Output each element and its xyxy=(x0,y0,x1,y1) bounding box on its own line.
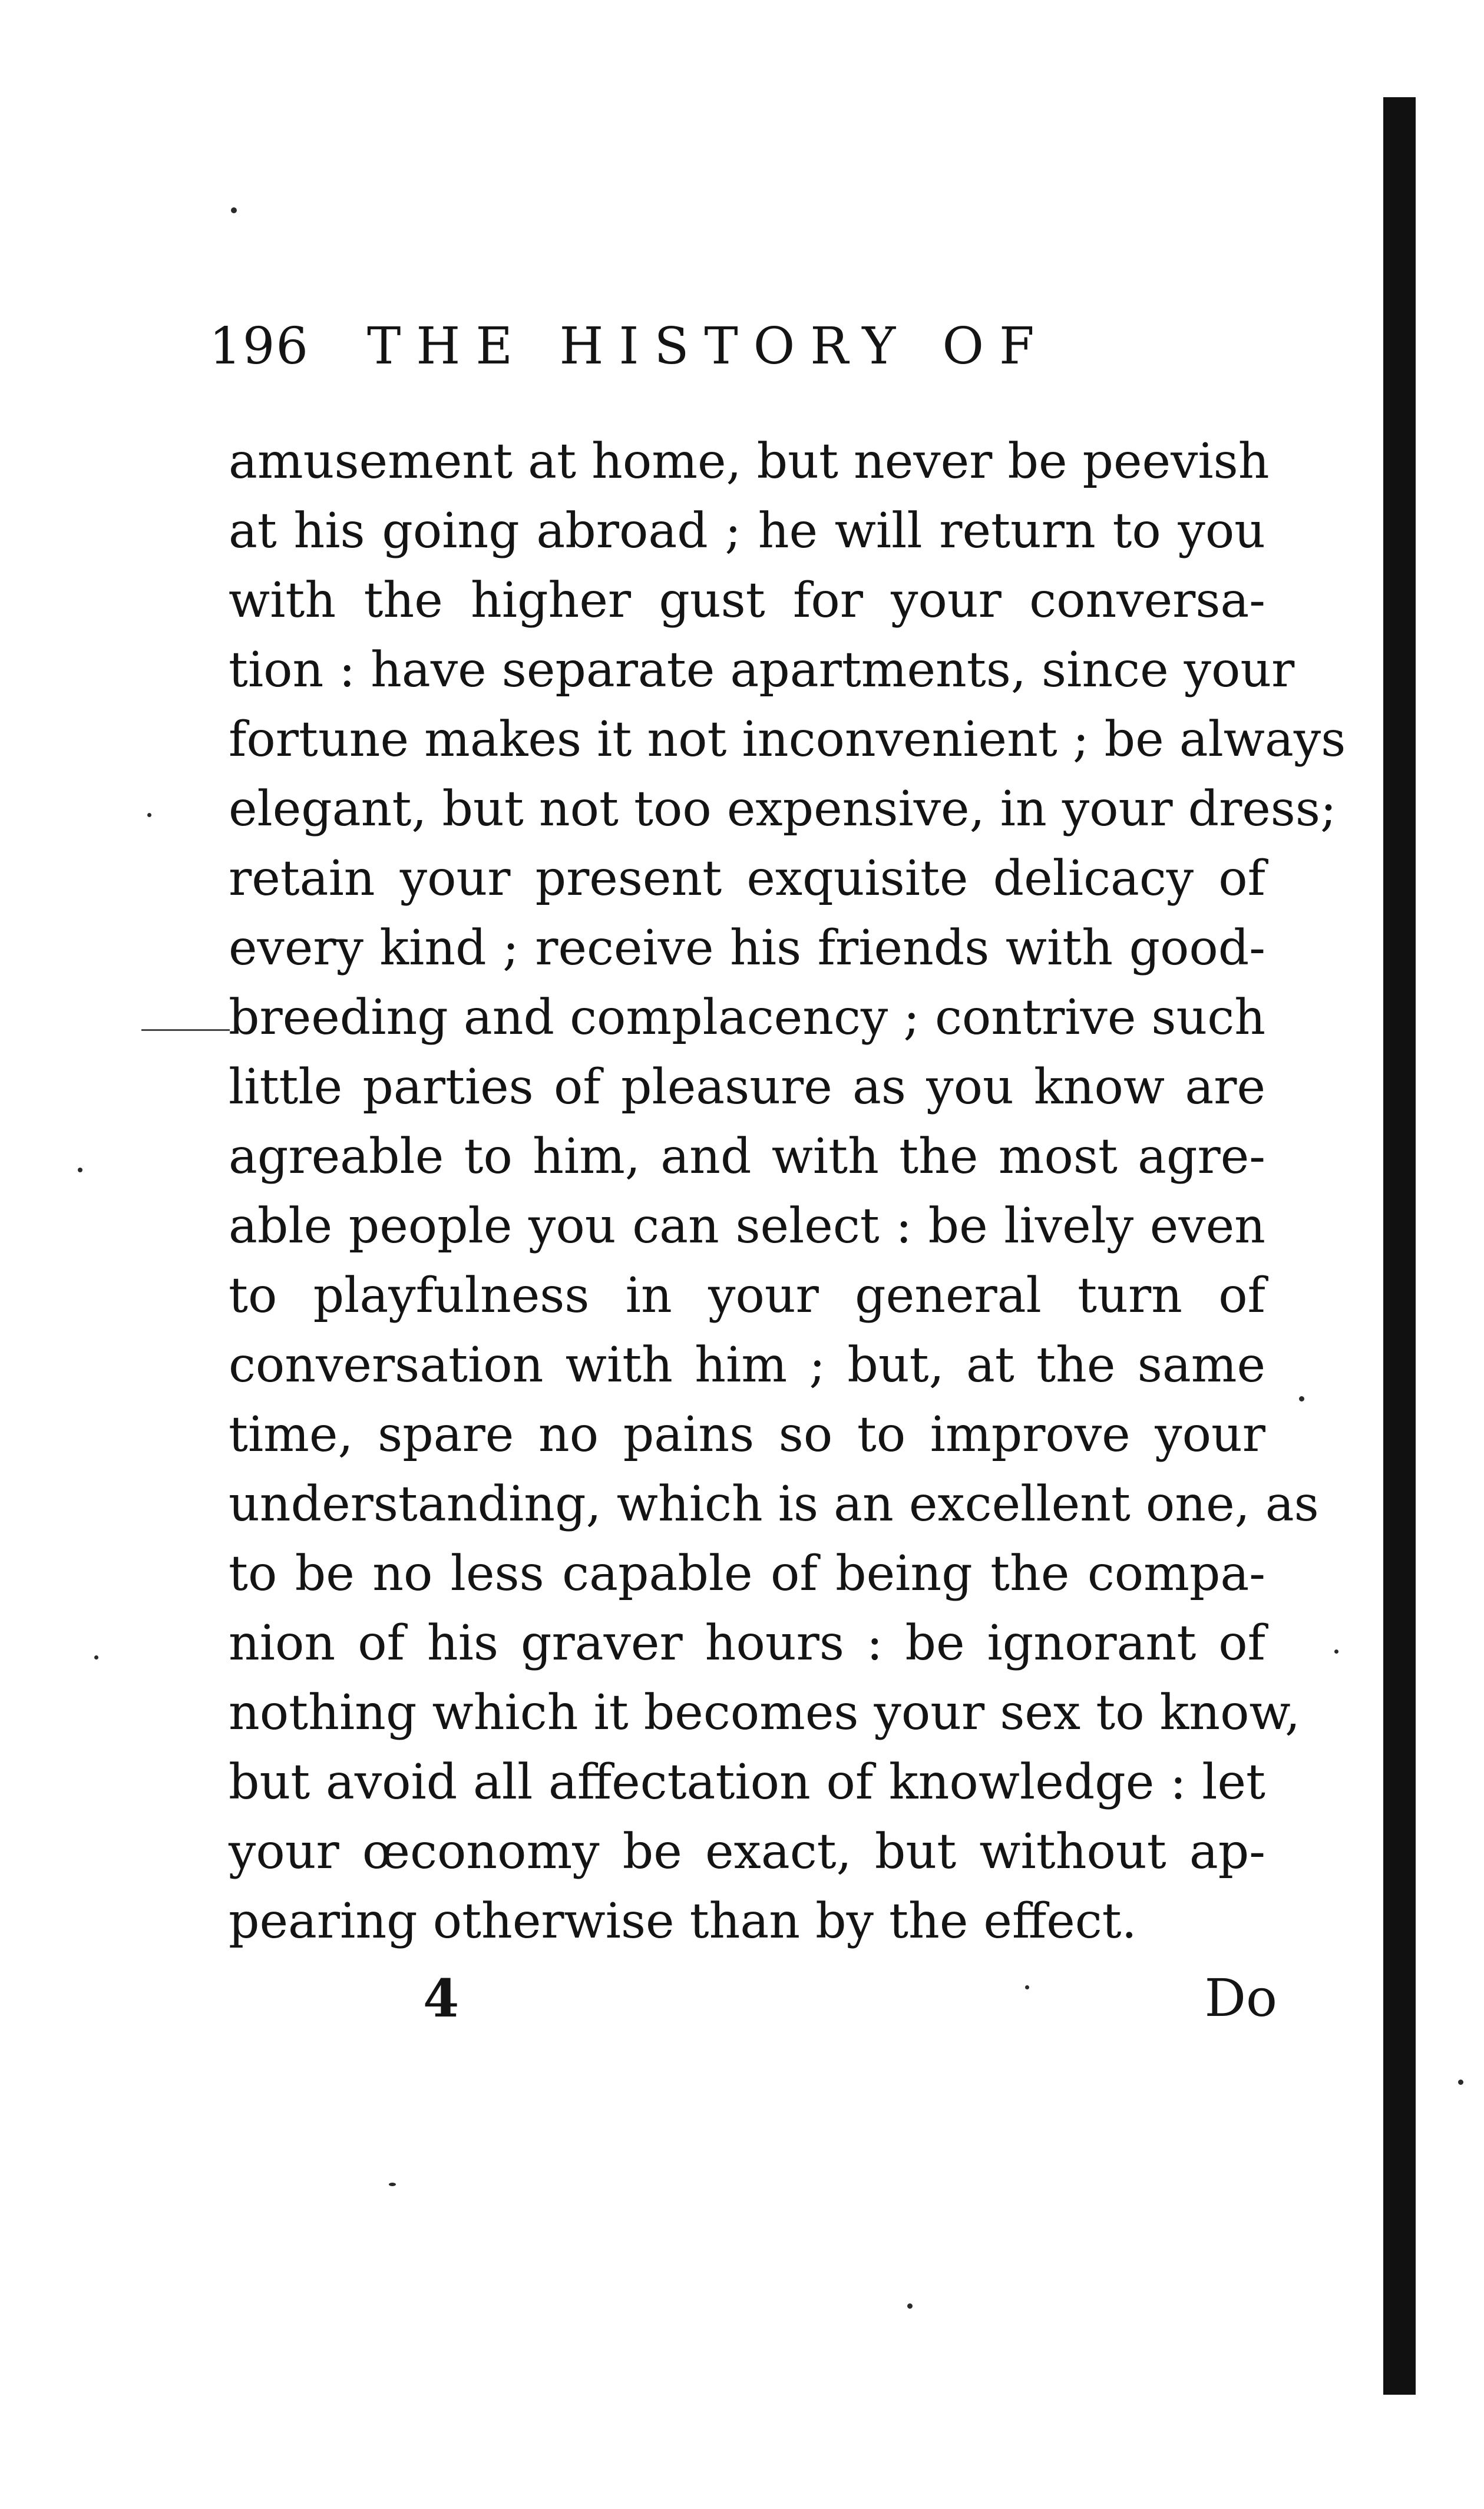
text-line: to be no less capable of being the compa- xyxy=(229,1546,1265,1602)
running-head: THE HISTORY OF xyxy=(367,317,1050,376)
page-footer xyxy=(229,1968,1277,2038)
text-line: nothing which it becomes your sex to know, xyxy=(229,1685,1301,1741)
signature-mark: 4 xyxy=(423,1968,460,2029)
scan-speck xyxy=(1299,1396,1304,1401)
margin-mark xyxy=(141,1029,230,1031)
page-header xyxy=(209,306,1175,389)
text-line: to playfulness in your general turn of xyxy=(229,1268,1265,1324)
text-line: tion : have separate apartments, since your xyxy=(229,642,1295,698)
scan-speck xyxy=(1334,1649,1338,1654)
text-line: amusement at home, but never be peevish xyxy=(229,434,1270,490)
text-line: pearing otherwise than by the effect. xyxy=(229,1893,1137,1949)
text-line: fortune makes it not inconvenient ; be always xyxy=(229,712,1346,768)
text-line: at his going abroad ; he will return to you xyxy=(229,503,1265,559)
text-line: breeding and complacency ; contrive such xyxy=(229,990,1266,1046)
text-line: conversation with him ; but, at the same xyxy=(229,1337,1265,1393)
scan-speck xyxy=(907,2303,913,2309)
scan-speck xyxy=(1458,2080,1463,2085)
text-line: elegant, but not too expensive, in your dress; xyxy=(229,781,1337,837)
page-number: 196 xyxy=(209,317,310,376)
text-line: nion of his graver hours : be ignorant of xyxy=(229,1615,1265,1671)
text-line: time, spare no pains so to improve your xyxy=(229,1407,1265,1463)
binding-edge xyxy=(1383,97,1416,2395)
text-line: retain your present exquisite delicacy of xyxy=(229,851,1265,907)
text-line: but avoid all affectation of knowledge : let xyxy=(229,1754,1265,1810)
scan-speck xyxy=(1025,1985,1029,1989)
text-line: understanding, which is an excellent one, as xyxy=(229,1476,1319,1532)
catchword: Do xyxy=(1204,1968,1277,2028)
scan-speck xyxy=(94,1655,98,1660)
scan-speck xyxy=(147,813,151,817)
text-line: every kind ; receive his friends with good- xyxy=(229,920,1265,976)
text-line: able people you can select : be lively even xyxy=(229,1198,1265,1254)
text-line: little parties of pleasure as you know are xyxy=(229,1059,1265,1115)
body-text xyxy=(229,427,1346,1956)
scan-speck xyxy=(78,1168,82,1172)
scan-speck xyxy=(231,207,237,213)
scan-speck xyxy=(389,2183,396,2186)
text-line: your œconomy be exact, but without ap- xyxy=(229,1824,1265,1880)
text-line: agreable to him, and with the most agre- xyxy=(229,1129,1265,1185)
text-line: with the higher gust for your conversa- xyxy=(229,573,1265,629)
